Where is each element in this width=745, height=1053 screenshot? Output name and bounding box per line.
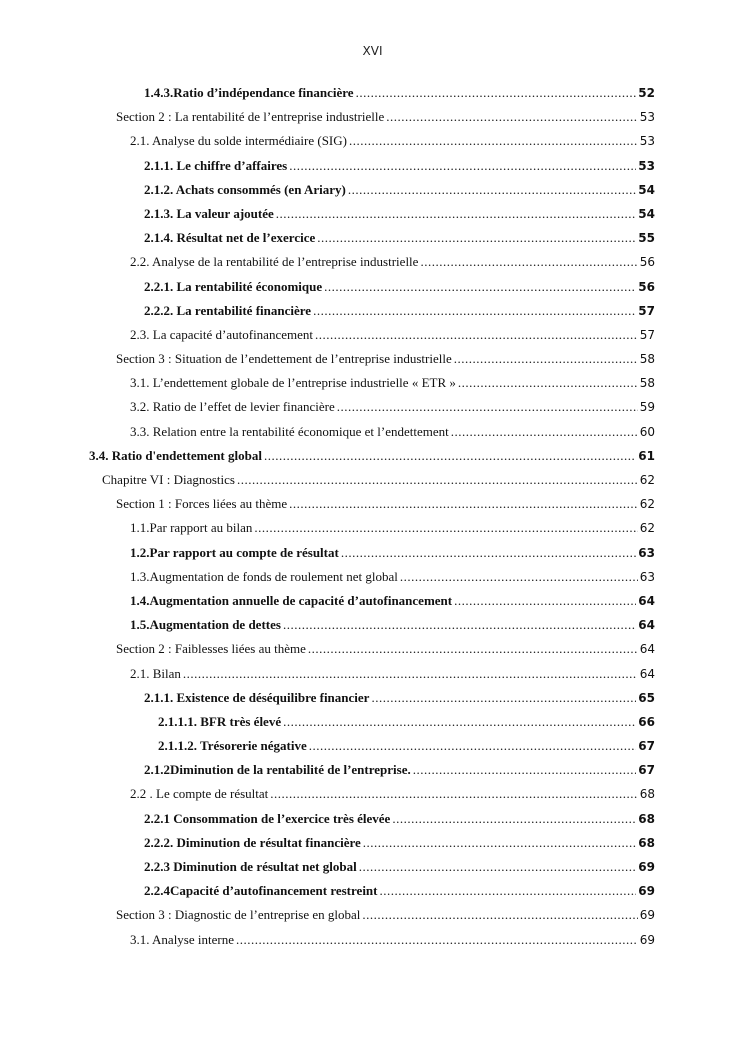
toc-entry[interactable] bbox=[0, 399, 745, 423]
toc-entry[interactable] bbox=[0, 907, 745, 931]
toc-entry[interactable] bbox=[0, 303, 745, 327]
toc-entry-title: Augmentation annuelle de capacité d’autofinancement bbox=[149, 592, 453, 608]
toc-entry-title: Section 3 : Diagnostic de l’entreprise en global bbox=[116, 907, 361, 923]
toc-entry-title: 2.1.1.1. BFR très élevé bbox=[158, 713, 282, 729]
toc-entry-number: 1.4. bbox=[130, 592, 150, 608]
toc-entry-page: 69 bbox=[638, 884, 655, 899]
toc-entry-page: 53 bbox=[638, 158, 655, 173]
toc-entry-number: 1.5. bbox=[130, 617, 150, 633]
toc-entry-title: 2.1.1. Existence de déséquilibre financier bbox=[144, 689, 370, 705]
toc-entry-page: 58 bbox=[639, 352, 655, 367]
toc-entry-title: Augmentation de fonds de roulement net global bbox=[149, 568, 398, 584]
toc-entry-title: 2.1. Bilan bbox=[130, 665, 181, 681]
toc-entry[interactable] bbox=[0, 714, 745, 738]
toc-entry-page: 68 bbox=[638, 835, 655, 850]
toc-dot-leader bbox=[362, 907, 637, 921]
toc-entry-page: 52 bbox=[638, 86, 655, 100]
toc-entry-title: 2.1.1. Le chiffre d’affaires bbox=[144, 157, 288, 173]
toc-entry-page: 66 bbox=[638, 714, 655, 729]
toc-entry-title: 3.3. Relation entre la rentabilité économique et l’endettement bbox=[130, 423, 449, 439]
toc-entry[interactable] bbox=[0, 158, 745, 182]
toc-entry-page: 56 bbox=[639, 255, 655, 270]
toc-entry-title: 3.1. L’endettement globale de l’entreprise industrielle « ETR » bbox=[130, 375, 456, 391]
toc-entry[interactable] bbox=[0, 786, 745, 810]
toc-entry-title: Par rapport au bilan bbox=[149, 520, 253, 536]
toc-entry-title: Section 3 : Situation de l’endettement de l’entreprise industrielle bbox=[116, 351, 452, 367]
toc-dot-leader bbox=[359, 859, 637, 873]
toc-entry[interactable] bbox=[0, 545, 745, 569]
toc-dot-leader bbox=[254, 520, 637, 534]
toc-dot-leader bbox=[341, 545, 636, 559]
toc-dot-leader bbox=[289, 158, 636, 172]
toc-entry-page: 64 bbox=[639, 642, 655, 657]
toc-entry-page: 62 bbox=[639, 521, 655, 536]
toc-entry-title: Ratio d’indépendance financière bbox=[173, 85, 354, 100]
toc-dot-leader bbox=[380, 883, 637, 897]
toc-entry[interactable] bbox=[0, 593, 745, 617]
toc-dot-leader bbox=[363, 835, 637, 849]
toc-entry-title: Section 1 : Forces liées au thème bbox=[116, 496, 288, 512]
toc-dot-leader bbox=[264, 448, 636, 462]
toc-entry-page: 69 bbox=[638, 860, 655, 874]
toc-entry-title: 2.2 . Le compte de résultat bbox=[130, 786, 269, 802]
toc-entry-page: 54 bbox=[638, 182, 655, 197]
toc-dot-leader bbox=[386, 109, 638, 123]
toc-dot-leader bbox=[371, 690, 636, 704]
toc-entry-title: 2.1.1.2. Trésorerie négative bbox=[158, 738, 307, 754]
toc-entry[interactable] bbox=[0, 496, 745, 520]
toc-entry-title: Diminution de la rentabilité de l’entreprise. bbox=[170, 762, 411, 778]
toc-entry[interactable] bbox=[0, 424, 745, 448]
toc-dot-leader bbox=[283, 617, 636, 631]
toc-entry[interactable] bbox=[0, 932, 745, 956]
toc-entry-title: 2.3. La capacité d’autofinancement bbox=[130, 326, 313, 342]
toc-entry-page: 68 bbox=[639, 787, 655, 802]
toc-dot-leader bbox=[454, 351, 638, 365]
page-header-number: XVI bbox=[362, 44, 383, 58]
toc-entry-page: 58 bbox=[639, 376, 655, 391]
toc-entry-page: 67 bbox=[638, 739, 655, 754]
toc-entry-title: 2.2.2. Diminution de résultat financière bbox=[144, 834, 361, 850]
toc-entry[interactable] bbox=[0, 762, 745, 786]
toc-entry-page: 64 bbox=[638, 593, 655, 608]
toc-entry[interactable] bbox=[0, 520, 745, 544]
toc-entry-title: 2.2.1. La rentabilité économique bbox=[144, 278, 323, 294]
toc-entry[interactable] bbox=[0, 835, 745, 859]
toc-dot-leader bbox=[309, 738, 637, 752]
toc-entry[interactable] bbox=[0, 690, 745, 714]
toc-entry-page: 63 bbox=[638, 545, 655, 560]
toc-entry[interactable] bbox=[0, 472, 745, 496]
toc-dot-leader bbox=[400, 569, 638, 583]
toc-entry[interactable] bbox=[0, 375, 745, 399]
toc-dot-leader bbox=[317, 230, 636, 244]
toc-entry-number: 1.4.3. bbox=[144, 85, 174, 100]
toc-entry[interactable] bbox=[0, 85, 745, 109]
toc-entry-page: 69 bbox=[639, 908, 655, 923]
toc-dot-leader bbox=[348, 182, 636, 196]
toc-entry-page: 62 bbox=[639, 497, 655, 512]
toc-entry[interactable] bbox=[0, 230, 745, 254]
toc-dot-leader bbox=[313, 303, 636, 317]
toc-dot-leader bbox=[289, 496, 638, 510]
toc-entry-page: 63 bbox=[639, 569, 655, 584]
toc-entry-title: Section 2 : Faiblesses liées au thème bbox=[116, 641, 306, 657]
toc-entry-page: 59 bbox=[639, 400, 655, 415]
toc-dot-leader bbox=[237, 472, 638, 486]
toc-entry[interactable] bbox=[0, 109, 745, 133]
toc-dot-leader bbox=[349, 133, 638, 147]
toc-entry[interactable] bbox=[0, 327, 745, 351]
toc-entry[interactable] bbox=[0, 666, 745, 690]
toc-entry-title: 2.2.3 Diminution de résultat net global bbox=[144, 859, 357, 874]
toc-dot-leader bbox=[420, 254, 637, 268]
toc-entry-title: 2.2. Analyse de la rentabilité de l’entreprise industrielle bbox=[130, 254, 419, 270]
toc-entry-title: 3.4. Ratio d'endettement global bbox=[89, 447, 262, 463]
toc-dot-leader bbox=[324, 279, 636, 293]
toc-entry-page: 68 bbox=[638, 811, 655, 826]
toc-dot-leader bbox=[315, 327, 638, 341]
toc-entry-page: 64 bbox=[639, 666, 655, 681]
toc-entry-page: 69 bbox=[639, 932, 655, 947]
toc-entry[interactable] bbox=[0, 351, 745, 375]
toc-entry-title: Chapitre VI : Diagnostics bbox=[102, 472, 235, 487]
toc-entry-title: Section 2 : La rentabilité de l’entreprise industrielle bbox=[116, 109, 385, 125]
toc-entry[interactable] bbox=[0, 617, 745, 641]
toc-entry-page: 57 bbox=[639, 327, 655, 342]
toc-dot-leader bbox=[451, 424, 638, 438]
toc-entry[interactable] bbox=[0, 133, 745, 157]
toc-entry-number: 2.2.4 bbox=[144, 883, 170, 899]
toc-entry[interactable] bbox=[0, 206, 745, 230]
toc-entry-title: Par rapport au compte de résultat bbox=[149, 544, 339, 560]
toc-dot-leader bbox=[283, 714, 636, 728]
toc-entry-number: 1.2. bbox=[130, 544, 150, 560]
toc-dot-leader bbox=[337, 399, 638, 413]
toc-entry-number: 2.1.2 bbox=[144, 762, 170, 778]
toc-entry[interactable] bbox=[0, 448, 745, 472]
toc-entry-title: Augmentation de dettes bbox=[149, 617, 281, 633]
toc-entry-number: 1.3. bbox=[130, 568, 150, 584]
toc-entry-page: 56 bbox=[638, 279, 655, 294]
table-of-contents bbox=[0, 85, 745, 956]
toc-entry-page: 57 bbox=[638, 303, 655, 318]
toc-entry-title: 2.1.2. Achats consommés (en Ariary) bbox=[144, 181, 346, 197]
toc-entry[interactable] bbox=[0, 569, 745, 593]
toc-entry-title: 3.2. Ratio de l’effet de levier financière bbox=[130, 399, 335, 415]
toc-dot-leader bbox=[276, 206, 637, 220]
toc-dot-leader bbox=[270, 786, 637, 800]
toc-entry-page: 64 bbox=[638, 618, 655, 633]
toc-entry-page: 53 bbox=[639, 134, 655, 149]
toc-dot-leader bbox=[183, 666, 636, 680]
toc-dot-leader bbox=[413, 762, 637, 776]
toc-entry-page: 53 bbox=[639, 110, 655, 125]
toc-entry-title: 2.2.2. La rentabilité financière bbox=[144, 302, 312, 318]
toc-dot-leader bbox=[458, 375, 638, 389]
toc-dot-leader bbox=[308, 641, 638, 655]
toc-entry[interactable] bbox=[0, 641, 745, 665]
toc-entry[interactable] bbox=[0, 859, 745, 883]
toc-entry[interactable] bbox=[0, 279, 745, 303]
toc-entry-title: 2.1. Analyse du solde intermédiaire (SIG) bbox=[130, 133, 347, 149]
toc-entry-page: 54 bbox=[638, 206, 655, 221]
toc-entry-page: 65 bbox=[638, 690, 655, 705]
toc-entry-title: 2.1.3. La valeur ajoutée bbox=[144, 205, 274, 221]
toc-entry-page: 55 bbox=[638, 231, 655, 246]
toc-entry-title: 2.2.1 Consommation de l’exercice très élevée bbox=[144, 810, 391, 826]
toc-dot-leader bbox=[392, 811, 636, 825]
toc-entry[interactable] bbox=[0, 738, 745, 762]
toc-entry-page: 61 bbox=[638, 448, 655, 463]
toc-dot-leader bbox=[236, 932, 638, 946]
toc-dot-leader bbox=[356, 85, 637, 99]
toc-entry-title: Capacité d’autofinancement restreint bbox=[170, 883, 378, 899]
toc-entry-number: 1.1. bbox=[130, 520, 150, 536]
toc-entry-title: 3.1. Analyse interne bbox=[130, 931, 234, 947]
toc-dot-leader bbox=[454, 593, 636, 607]
toc-entry[interactable] bbox=[0, 883, 745, 907]
toc-entry-page: 62 bbox=[639, 473, 655, 487]
toc-entry[interactable] bbox=[0, 254, 745, 278]
toc-entry[interactable] bbox=[0, 182, 745, 206]
toc-entry-title: 2.1.4. Résultat net de l’exercice bbox=[144, 230, 316, 246]
toc-entry[interactable] bbox=[0, 811, 745, 835]
toc-entry-page: 60 bbox=[639, 424, 655, 439]
toc-entry-page: 67 bbox=[638, 763, 655, 778]
